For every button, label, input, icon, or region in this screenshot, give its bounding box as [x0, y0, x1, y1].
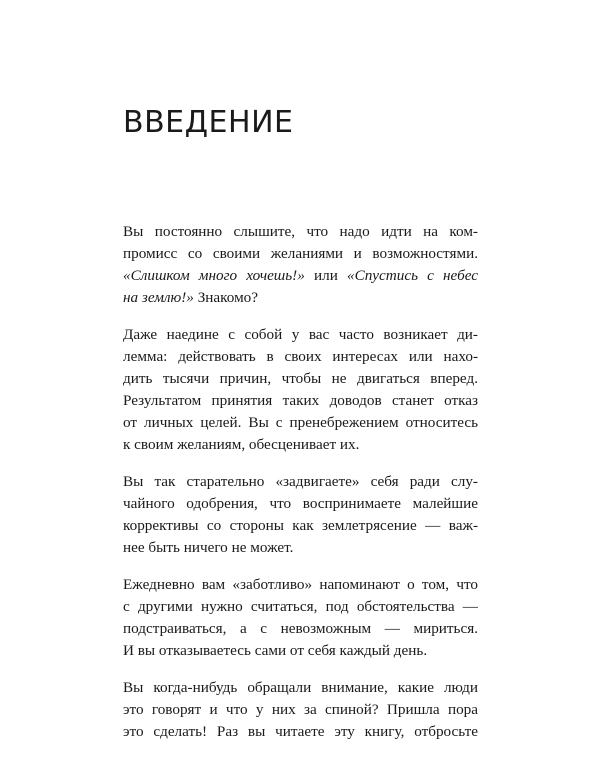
text-line	[123, 699, 478, 721]
text-run: Вы постоянно слышите, что надо идти на ком-	[123, 223, 478, 240]
text-run: лемма: действовать в своих интересах или нахо-	[123, 348, 478, 365]
text-line	[123, 221, 478, 243]
text-line	[123, 412, 478, 434]
paragraph	[123, 471, 478, 559]
text-run: или	[304, 267, 347, 284]
text-line	[123, 515, 478, 537]
text-run: это сделать! Раз вы читаете эту книгу, отбросьте	[123, 723, 478, 740]
text-run: Ежедневно вам «заботливо» напоминают о том, что	[123, 576, 478, 593]
text-run: чайного одобрения, что воспринимаете малейшие	[123, 495, 478, 512]
text-line	[123, 640, 478, 662]
text-run: Даже наедине с собой у вас часто возникает ди-	[123, 326, 478, 343]
text-line	[123, 471, 478, 493]
text-line	[123, 324, 478, 346]
text-run: нее быть ничего не может.	[123, 539, 294, 556]
text-line	[123, 574, 478, 596]
text-run: дить тысячи причин, чтобы не двигаться вперед.	[123, 370, 478, 387]
text-run: это говорят и что у них за спиной? Пришла пора	[123, 701, 478, 718]
text-run: Результатом принятия таких доводов станет отказ	[123, 392, 478, 409]
italic-quote: «Слишком много хочешь!»	[123, 267, 305, 284]
text-line	[123, 537, 478, 559]
italic-quote: «Спустись с небес	[346, 267, 478, 284]
text-run: промисс со своими желаниями и возможностями.	[123, 245, 478, 262]
paragraph	[123, 574, 478, 662]
text-line	[123, 368, 478, 390]
text-line	[123, 721, 478, 743]
paragraph	[123, 221, 478, 309]
text-run: Вы когда-нибудь обращали внимание, какие люди	[123, 679, 478, 696]
text-line	[123, 287, 478, 309]
text-run: подстраиваться, а с невозможным — мириться.	[123, 620, 478, 637]
text-line	[123, 677, 478, 699]
text-line	[123, 434, 478, 456]
text-line	[123, 243, 478, 265]
body-text	[123, 221, 478, 758]
text-run: И вы отказываетесь сами от себя каждый день.	[123, 642, 428, 659]
text-run: к своим желаниям, обесценивает их.	[123, 436, 360, 453]
italic-quote: на землю!»	[123, 289, 194, 306]
text-line	[123, 346, 478, 368]
text-run: с другими нужно считаться, под обстоятельства —	[123, 598, 478, 615]
text-line	[123, 493, 478, 515]
text-line	[123, 596, 478, 618]
paragraph	[123, 324, 478, 456]
text-line	[123, 265, 478, 287]
text-run: коррективы со стороны как землетрясение — важ-	[123, 517, 478, 534]
text-run: Вы так старательно «задвигаете» себя ради слу-	[123, 473, 478, 490]
paragraph	[123, 677, 478, 743]
text-line	[123, 390, 478, 412]
text-run: от личных целей. Вы с пренебрежением относитесь	[123, 414, 478, 431]
text-line	[123, 618, 478, 640]
chapter-title: ВВЕДЕНИЕ	[123, 105, 294, 140]
text-run: Знакомо?	[193, 289, 259, 306]
